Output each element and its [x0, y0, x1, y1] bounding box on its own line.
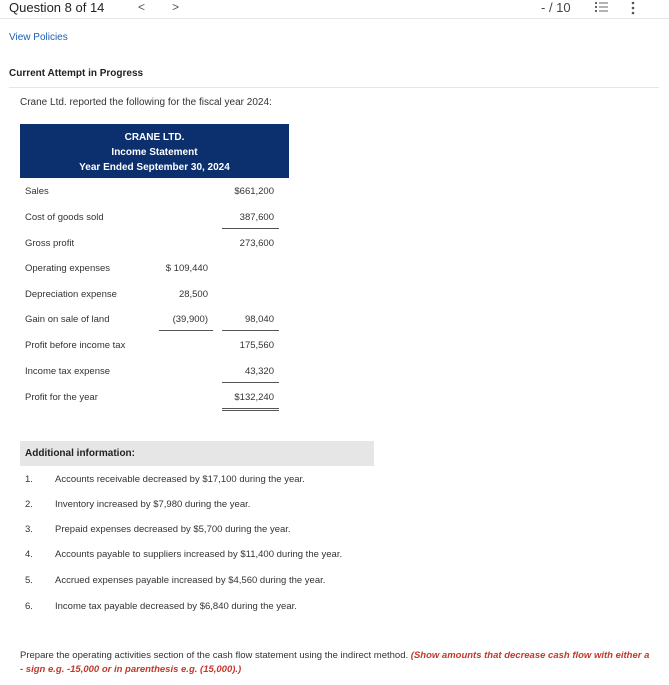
list-item-number: 6.	[25, 601, 33, 612]
list-item-number: 5.	[25, 575, 33, 586]
row-label-cogs: Cost of goods sold	[25, 212, 104, 223]
list-item: Accounts payable to suppliers increased by $11,400 during the year.	[55, 549, 343, 560]
value-income-tax: 43,320	[244, 366, 274, 377]
value-profit-for-year: $132,240	[234, 392, 274, 403]
value-operating-expenses: $ 109,440	[165, 263, 208, 274]
underline-income-tax	[222, 382, 279, 383]
value-sales: $661,200	[234, 186, 274, 197]
row-label-income-tax: Income tax expense	[25, 366, 111, 377]
instructions-text: Prepare the operating activities section of the cash flow statement using the indirect method.	[20, 650, 409, 661]
row-label-operating-expenses: Operating expenses	[25, 263, 111, 274]
previous-question-button[interactable]: <	[138, 0, 146, 14]
view-policies-link[interactable]: View Policies	[9, 32, 68, 43]
list-item-number: 1.	[25, 474, 33, 485]
question-intro: Crane Ltd. reported the following for the fiscal year 2024:	[20, 97, 272, 108]
additional-info-title: Additional information:	[25, 448, 135, 459]
list-item-number: 2.	[25, 499, 33, 510]
question-header	[0, 0, 669, 19]
row-label-gross-profit: Gross profit	[25, 238, 75, 249]
attempt-status: Current Attempt in Progress	[9, 68, 144, 79]
row-label-gain-on-land: Gain on sale of land	[25, 314, 110, 325]
underline-cogs	[222, 228, 279, 229]
value-profit-before-tax: 175,560	[239, 340, 274, 351]
underline-total-expenses	[222, 330, 279, 331]
value-depreciation: 28,500	[178, 289, 208, 300]
list-item: Inventory increased by $7,980 during the year.	[55, 499, 251, 510]
list-item-number: 3.	[25, 524, 33, 535]
income-statement-header	[20, 124, 289, 178]
value-cogs: 387,600	[239, 212, 274, 223]
question-counter: Question 8 of 14	[9, 0, 105, 15]
double-underline-bottom	[222, 410, 279, 411]
statement-period: Year Ended September 30, 2024	[79, 162, 230, 173]
list-item: Accrued expenses payable increased by $4,560 during the year.	[55, 575, 326, 586]
underline-gain	[159, 330, 213, 331]
list-item: Accounts receivable decreased by $17,100 during the year.	[55, 474, 305, 485]
double-underline-top	[222, 408, 279, 409]
list-icon[interactable]	[595, 1, 608, 13]
row-label-depreciation: Depreciation expense	[25, 289, 117, 300]
score-display: - / 10	[541, 0, 571, 15]
next-question-button[interactable]: >	[172, 0, 180, 14]
value-total-expenses: 98,040	[244, 314, 274, 325]
list-item-number: 4.	[25, 549, 33, 560]
row-label-profit-for-year: Profit for the year	[25, 392, 98, 403]
value-gain-on-land: (39,900)	[172, 314, 208, 325]
company-name: CRANE LTD.	[124, 132, 185, 143]
list-item: Prepaid expenses decreased by $5,700 during the year.	[55, 524, 291, 535]
instructions	[20, 649, 650, 677]
row-label-profit-before-tax: Profit before income tax	[25, 340, 126, 351]
statement-title: Income Statement	[111, 147, 198, 158]
divider	[9, 87, 659, 88]
list-item: Income tax payable decreased by $6,840 during the year.	[55, 601, 297, 612]
value-gross-profit: 273,600	[239, 238, 274, 249]
row-label-sales: Sales	[25, 186, 49, 197]
more-vertical-icon[interactable]	[630, 0, 636, 16]
instructions-highlight: (Show amounts that decrease cash flow with either a - sign e.g. -15,000 or in parenthesis e.g. (15,000).)	[20, 650, 650, 675]
